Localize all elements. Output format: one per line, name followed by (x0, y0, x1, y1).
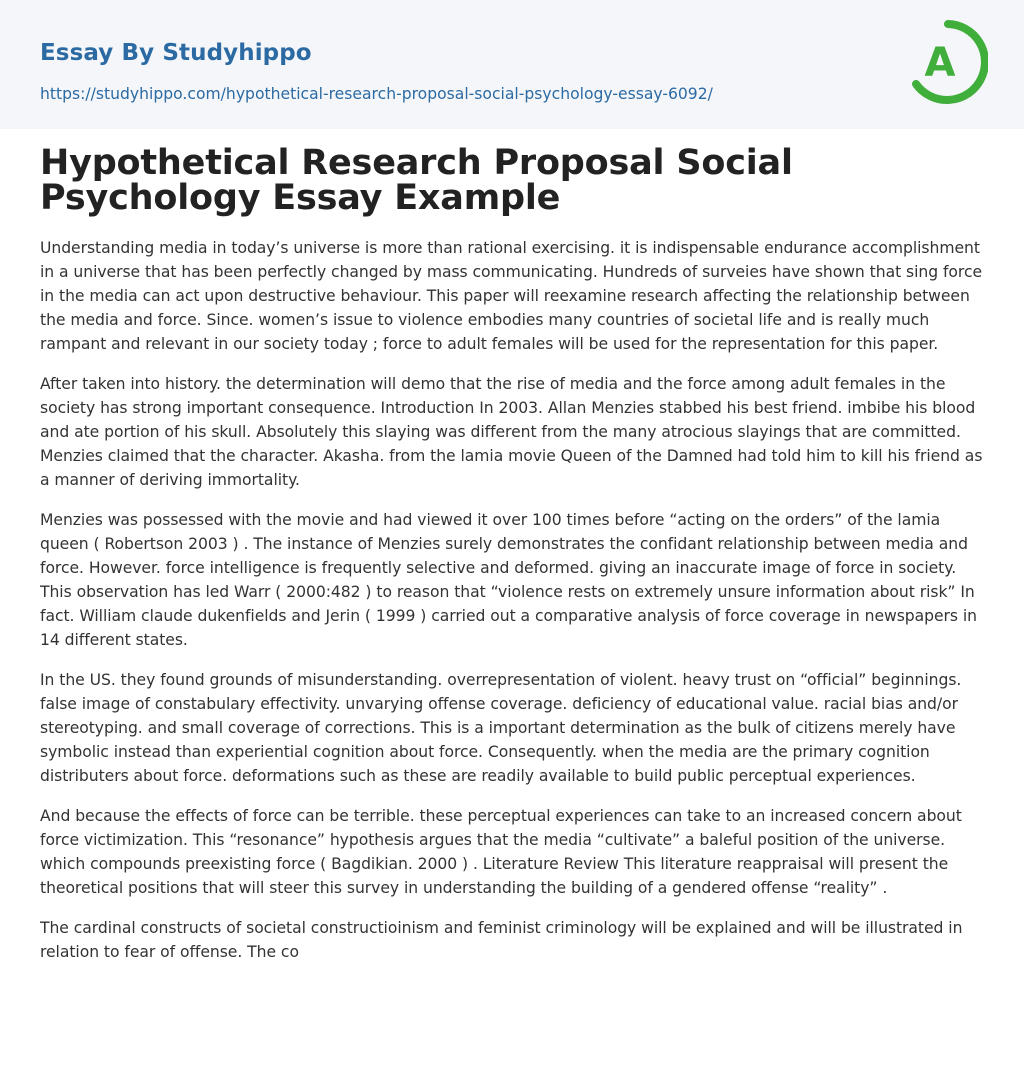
essay-title: Hypothetical Research Proposal Social Psychology Essay Example (40, 143, 793, 218)
essay-paragraph: In the US. they found grounds of misunderstanding. overrepresentation of violent. heavy trust on “official” beginnings. false image of constabulary effectivity. unvarying offense coverage. deficiency of educational value. racial bias and/or stereotyping. and small coverage of corrections. This is a important determination as the bulk of citizens merely have symbolic instead than experiential cognition about force. Consequently. when the media are the primary cognition distributers about force. deformations such as these are readily available to build public perceptual experiences. (40, 671, 962, 785)
essay-paragraph: The cardinal constructs of societal constructioinism and feminist criminology will be explained and will be illustrated in relation to fear of offense. The co (40, 919, 963, 961)
site-brand[interactable]: Essay By Studyhippo (40, 40, 312, 66)
studyhippo-logo-icon[interactable] (908, 18, 988, 106)
essay-paragraph: After taken into history. the determination will demo that the rise of media and the force among adult females in the society has strong important consequence. Introduction In 2003. Allan Menzies stabbed his best friend. imbibe his blood and ate portion of his skull. Absolutely this slaying was different from the many atrocious slayings that are committed. Menzies claimed that the character. Akasha. from the lamia movie Queen of the Damned had told him to kill his friend as a manner of deriving immortality. (40, 375, 983, 489)
essay-article (40, 143, 984, 980)
essay-url-link[interactable]: https://studyhippo.com/hypothetical-research-proposal-social-psychology-essay-6092/ (40, 85, 713, 103)
essay-paragraph: Menzies was possessed with the movie and had viewed it over 100 times before “acting on the orders” of the lamia queen ( Robertson 2003 ) . The instance of Menzies surely demonstrates the confidant relationship between media and force. However. force intelligence is frequently selective and deformed. giving an inaccurate image of force in society. This observation has led Warr ( 2000:482 ) to reason that “violence rests on extremely unsure information about risk” In fact. William claude dukenfields and Jerin ( 1999 ) carried out a comparative analysis of force coverage in newspapers in 14 different states. (40, 511, 978, 649)
logo-letter: A (924, 40, 956, 86)
essay-paragraph: And because the effects of force can be terrible. these perceptual experiences can take to an increased concern about force victimization. This “resonance” hypothesis argues that the media “cultivate” a baleful position of the universe. which compounds preexisting force ( Bagdikian. 2000 ) . Literature Review This literature reappraisal will present the theoretical positions that will steer this survey in understanding the building of a gendered offense “reality” . (40, 807, 962, 897)
essay-paragraph: Understanding media in today’s universe is more than rational exercising. it is indispensable endurance accomplishment in a universe that has been perfectly changed by mass communicating. Hundreds of surveies have shown that sing force in the media can act upon destructive behaviour. This paper will reexamine research affecting the relationship between the media and force. Since. women’s issue to violence embodies many countries of societal life and is really much rampant and relevant in our society today ; force to adult females will be used for the representation for this paper. (40, 239, 983, 353)
site-header (0, 0, 1024, 129)
